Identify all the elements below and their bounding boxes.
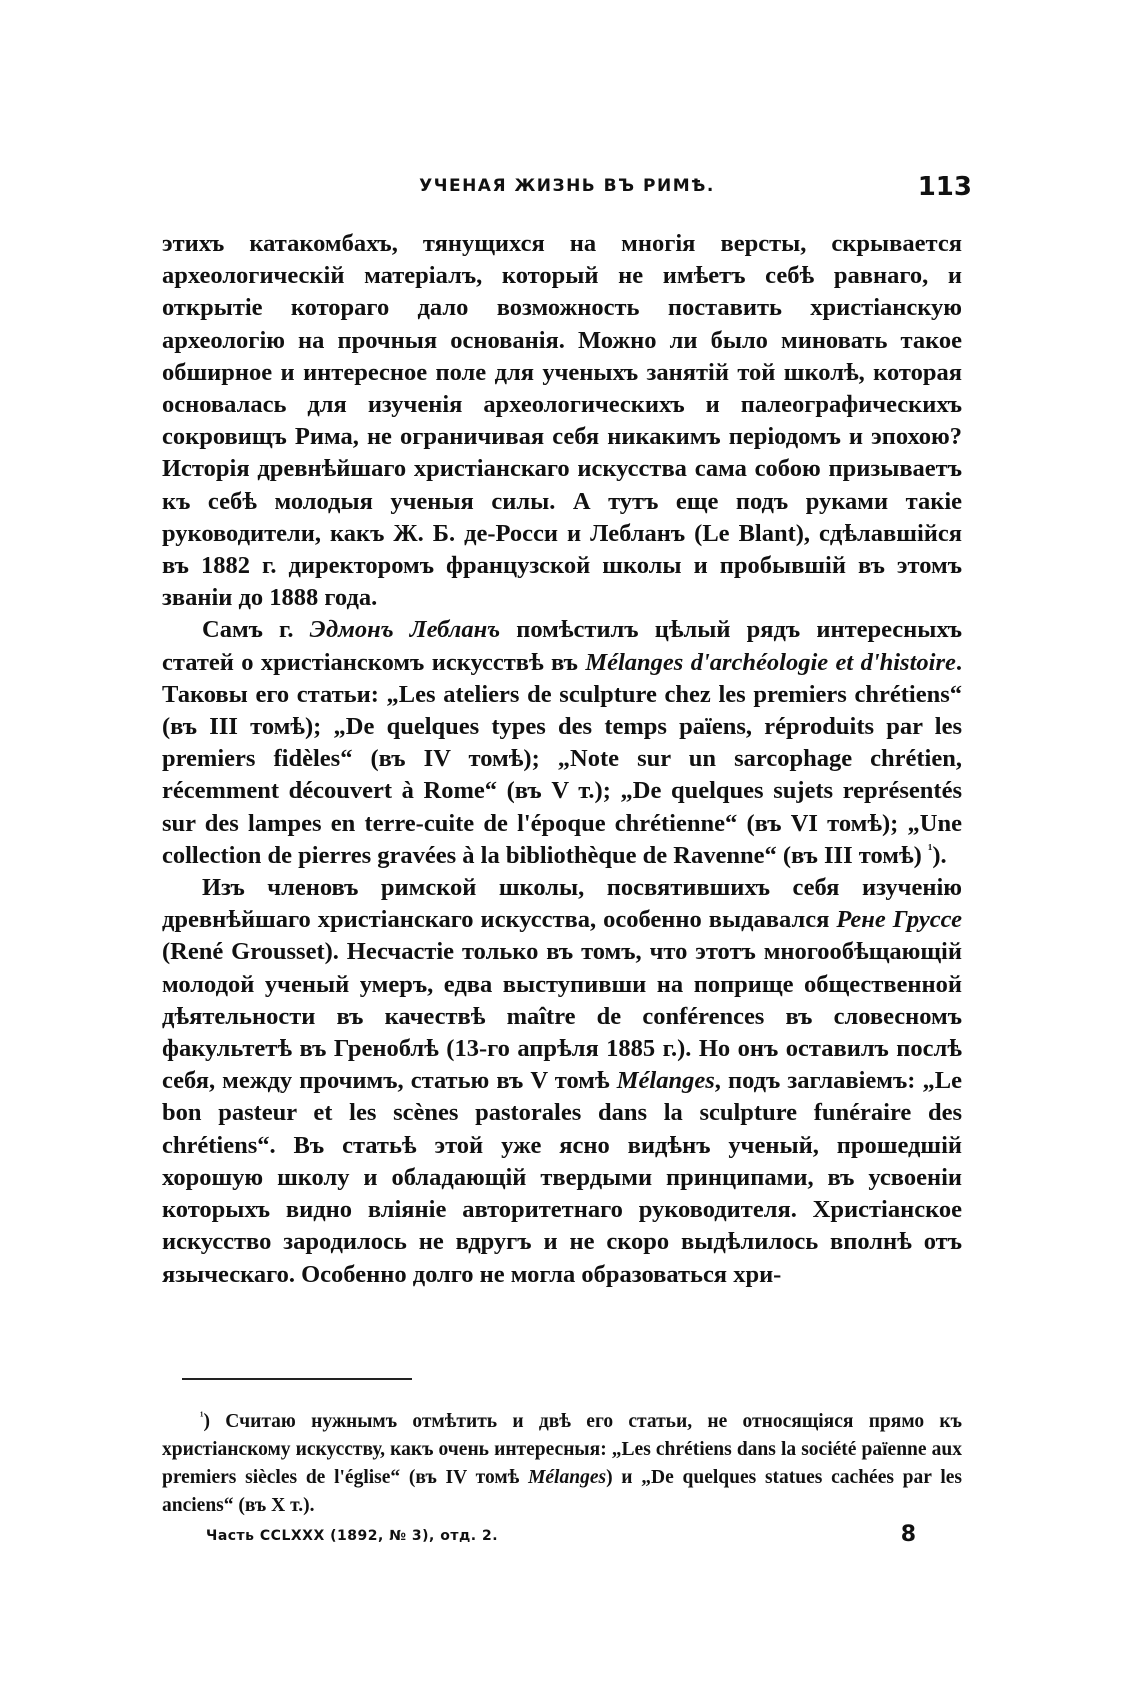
paragraph-3-text-a: Изъ членовъ римской школы, посвятившихъ себя изученію древнѣйшаго христіанскаго искусства, особенно выдавался bbox=[162, 874, 962, 934]
journal-title-short: Mélanges bbox=[616, 1067, 715, 1095]
footnote-marker: ¹ bbox=[200, 1409, 204, 1423]
footnote-ref: ¹ bbox=[927, 841, 933, 858]
footnote-divider bbox=[182, 1378, 412, 1380]
journal-title: Mélanges d'archéologie et d'histoire bbox=[585, 648, 956, 676]
signature-mark: 8 bbox=[900, 1522, 916, 1547]
footnote-text-a: ) Считаю нужнымъ отмѣтить и двѣ его статьи, не относящіяся прямо къ христіанскому искусству, какъ очень интересныя: „Les chrétiens dans la société païenne aux premiers siècles de l'église“ (въ IV томѣ bbox=[162, 1411, 962, 1488]
paragraph-2-text-a: Самъ г. bbox=[202, 616, 310, 644]
footnote-journal: Mélanges bbox=[528, 1467, 607, 1488]
footnote-text-b: ) и „De quelques statues cachées par les anciens“ (въ X т.). bbox=[162, 1467, 962, 1516]
page-footer bbox=[206, 1522, 916, 1552]
footnote bbox=[162, 1408, 962, 1520]
paragraph-2 bbox=[162, 614, 962, 872]
paragraph-3-text-c: , подъ заглавіемъ: „Le bon pasteur et les scènes pastorales dans la sculpture funéraire des chrétiens“. Въ статьѣ этой уже ясно видѣнъ ученый, прошедшій хорошую школу и обладающій твердыми принципами, въ усвоеніи которыхъ видно вліяніе авторитетнаго руководителя. Христіанское искусство зародилось не вдругъ и не скоро выдѣлилось вполнѣ отъ языческаго. Особенно долго не могла образоваться хри- bbox=[162, 1067, 962, 1288]
footnote-paragraph bbox=[162, 1408, 962, 1520]
running-title: УЧЕНАЯ ЖИЗНЬ ВЪ РИМѢ. bbox=[419, 176, 715, 196]
signature-line: Часть CCLXXX (1892, № 3), отд. 2. bbox=[206, 1528, 499, 1544]
author-name-grousset: Рене Груссе bbox=[836, 906, 962, 934]
page-number: 113 bbox=[917, 172, 972, 202]
body-text bbox=[162, 228, 962, 1291]
paragraph-2-text-d: ). bbox=[932, 841, 947, 869]
paragraph-3 bbox=[162, 872, 962, 1291]
paragraph-3-text-b: (René Grousset). Несчастіе только въ томъ, что этотъ многообѣщающій молодой ученый умеръ, едва выступивши на поприще общественной дѣятельности въ качествѣ maître de conférences въ словесномъ факультетѣ въ Греноблѣ (13-го апрѣля 1885 г.). Но онъ оставилъ послѣ себя, между прочимъ, статью въ V томѣ bbox=[162, 938, 962, 1095]
paragraph-2-text-b: помѣстилъ цѣлый рядъ интересныхъ статей о христіанскомъ искусствѣ въ bbox=[162, 616, 962, 676]
paragraph-1: этихъ катакомбахъ, тянущихся на многія версты, скрывается археологическій матеріалъ, который не имѣетъ себѣ равнаго, и открытіе котораго дало возможность поставить христіанскую археологію на прочныя основанія. Можно ли было миновать такое обширное и интересное поле для ученыхъ занятій той школѣ, которая основалась для изученія археологическихъ и палеографическихъ сокровищъ Рима, не ограничивая себя никакимъ періодомъ и эпохою? Исторія древнѣйшаго христіанскаго искусства сама собою призываетъ къ себѣ молодыя ученыя силы. А тутъ еще подъ руками такіе руководители, какъ Ж. Б. де-Росси и Лебланъ (Le Blant), сдѣлавшійся въ 1882 г. директоромъ французской школы и пробывшій въ этомъ званіи до 1888 года. bbox=[162, 230, 962, 612]
author-name-leblant: Эдмонъ Лебланъ bbox=[309, 616, 501, 644]
paragraph-2-text-c: . Таковы его статьи: „Les ateliers de sculpture chez les premiers chrétiens“ (въ III томѣ); „De quelques types des temps païens, réproduits par les premiers fidèles“ (въ IV томѣ); „Note sur un sarcophage chrétien, récemment découvert à Rome“ (въ V т.); „De quelques sujets représentés sur des lampes en terre-cuite de l'époque chrétienne“ (въ VI томѣ); „Une collection de pierres gravées à la bibliothèque de Ravenne“ (въ III томѣ) bbox=[162, 648, 962, 869]
running-head bbox=[162, 172, 972, 212]
